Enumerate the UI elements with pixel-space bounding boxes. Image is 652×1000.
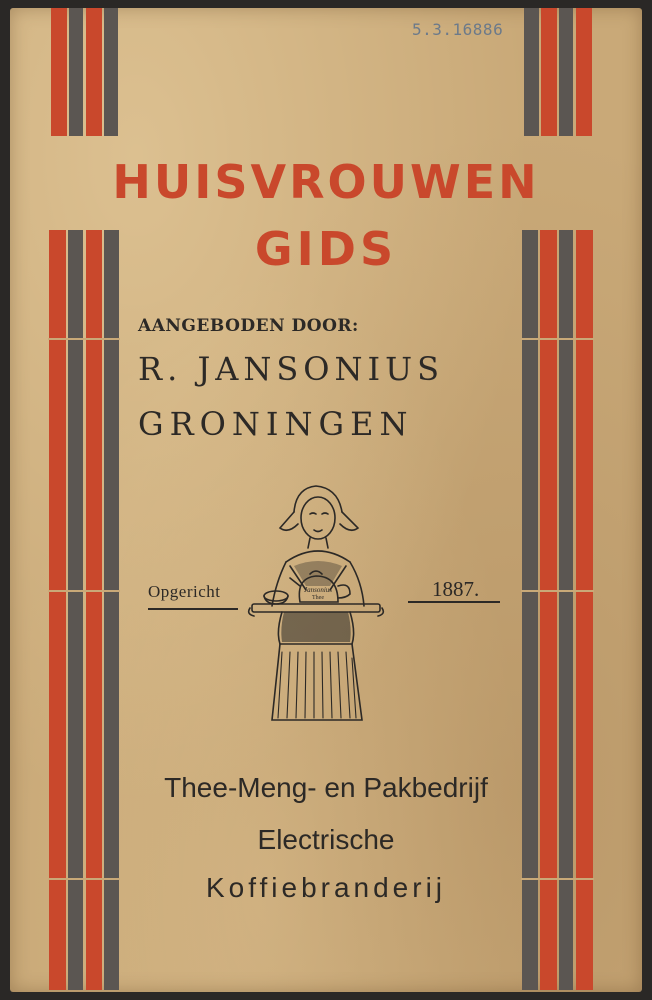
svg-text:Jansonius: Jansonius bbox=[304, 586, 332, 594]
stripe-left-gray-top-1 bbox=[69, 8, 83, 136]
stripe-right-gray-top-1 bbox=[524, 8, 539, 136]
founded-year: 1887. bbox=[432, 577, 480, 601]
stripe-right-red-top-2 bbox=[576, 8, 592, 136]
company-city: GRONINGEN bbox=[138, 405, 414, 443]
stripe-left-gray-top-2 bbox=[104, 8, 118, 136]
stripe-left-break-1 bbox=[48, 338, 120, 340]
stripe-left-break-2 bbox=[48, 590, 120, 592]
archive-number-stamp: 5.3.16886 bbox=[412, 20, 504, 39]
dutch-woman-serving-tea-icon bbox=[246, 482, 386, 727]
stripe-right-red-top-1 bbox=[541, 8, 557, 136]
title-line-1: HUISVROUWEN bbox=[112, 155, 540, 209]
founded-year-underline bbox=[408, 601, 500, 603]
tagline-line-3: Koffiebranderij bbox=[205, 872, 447, 903]
stripe-right-break-1 bbox=[521, 338, 594, 340]
tagline-line-2: Electrische bbox=[257, 824, 395, 855]
founded-label-underline bbox=[148, 608, 238, 610]
company-name: R. JANSONIUS bbox=[138, 350, 445, 388]
title-line-2: GIDS bbox=[254, 222, 398, 276]
stripe-left-red-top-1 bbox=[51, 8, 67, 136]
founded-label: Opgericht bbox=[148, 582, 221, 601]
tagline-line-1: Thee-Meng- en Pakbedrijf bbox=[164, 772, 488, 803]
stripe-left-red-top-2 bbox=[86, 8, 102, 136]
offered-by-label: AANGEBODEN DOOR: bbox=[138, 316, 359, 336]
stripe-right-break-2 bbox=[521, 590, 594, 592]
svg-text:Thee: Thee bbox=[312, 595, 324, 601]
stripe-right-gray-top-2 bbox=[559, 8, 573, 136]
